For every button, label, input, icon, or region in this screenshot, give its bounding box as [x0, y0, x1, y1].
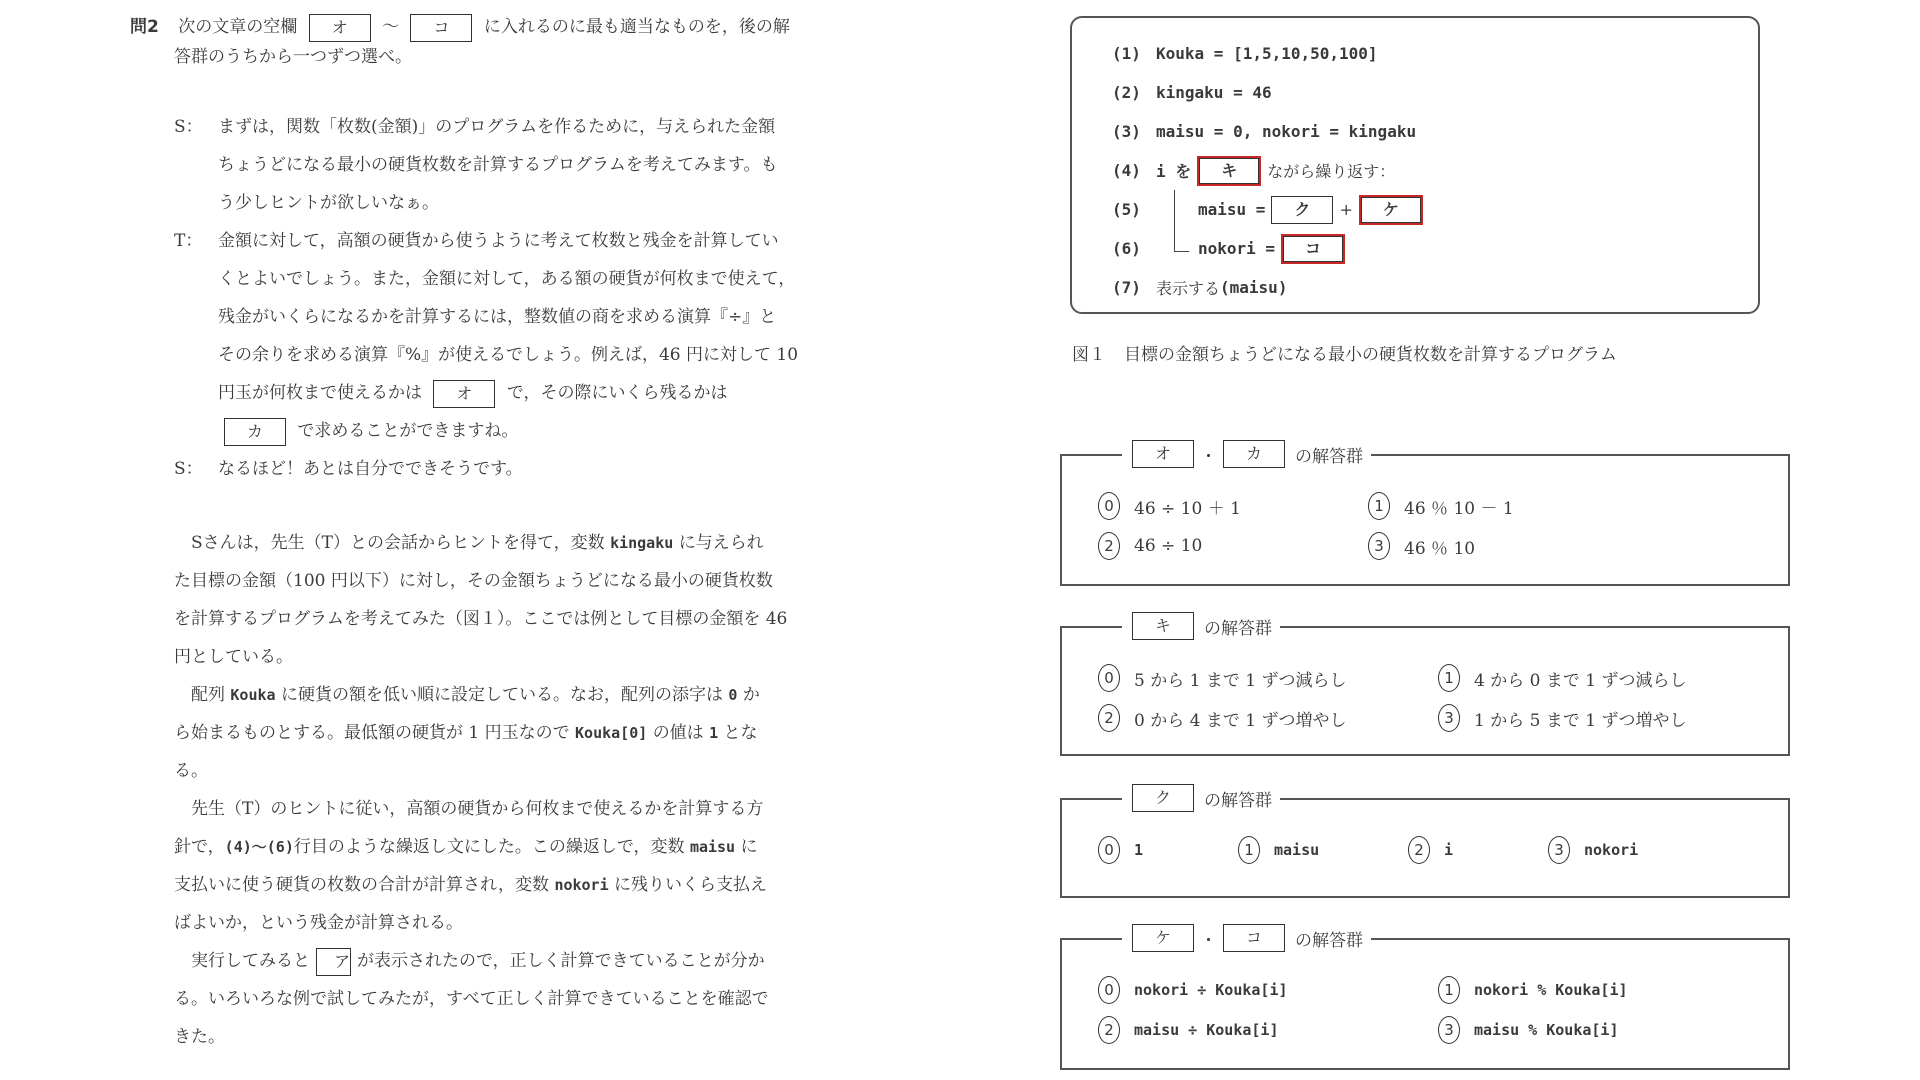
answer-group-legend: キ の解答群 [1122, 608, 1280, 644]
answer-option[interactable]: 1 46 ％ 10 － 1 [1368, 492, 1514, 520]
dialog [130, 108, 870, 488]
blank-ku: ク [1271, 196, 1333, 224]
speaker-label: S： [174, 117, 203, 137]
program-line: (5) maisu = ク + ケ [1112, 190, 1758, 229]
answer-option[interactable]: 1 nokori % Kouka[i] [1438, 976, 1628, 1004]
paragraph-3: 先生（T）のヒントに従い，高額の硬貨から何枚まで使えるかを計算する方 針で，(4)～(6)行目のような繰返し文にした。この繰返しで，変数 maisu に 支払いに使う硬貨の枚数の合計が計算され，変数 nokori に残りいくら支払え ばよいか，という残金が計算される。 [174, 799, 768, 933]
speaker-label: T： [174, 231, 203, 251]
blank-o: オ [309, 14, 371, 42]
var-nokori: nokori [554, 876, 609, 894]
dialog-turn [130, 222, 870, 450]
var-kouka0: Kouka[0] [575, 724, 648, 742]
answer-group-legend: ケ ・ コ の解答群 [1122, 920, 1371, 956]
dialog-line: う少しヒントが欲しいなぁ。 [218, 193, 439, 213]
answer-group-ki [1060, 616, 1790, 756]
paragraph-2: 配列 Kouka に硬貨の額を低い順に設定している。なお，配列の添字は 0 か ら始まるものとする。最低額の硬貨が 1 円玉なので Kouka[0] の値は 1 とな る。 [174, 685, 760, 781]
answer-option[interactable]: 3 nokori [1548, 836, 1638, 864]
answer-option[interactable]: 2 maisu ÷ Kouka[i] [1098, 1016, 1438, 1044]
instruction-text: 答群のうちから一つずつ選べ。 [174, 47, 412, 67]
blank-a: ア [316, 948, 351, 976]
paragraph-1: Sさんは，先生（T）との会話からヒントを得て，変数 kingaku に与えられ た目標の金額（100 円以下）に対し，その金額ちょうどになる最小の硬貨枚数 を計算するプログラムを考えてみた（図１）。ここでは例として目標の金額を 46 円としている。 [174, 533, 788, 667]
figure-caption: 図１ 目標の金額ちょうどになる最小の硬貨枚数を計算するプログラム [1072, 345, 1617, 365]
program-line: (2) kingaku = 46 [1112, 83, 1272, 102]
answer-option[interactable]: 1 4 から 0 まで 1 ずつ減らし [1438, 664, 1686, 692]
program-line: (7) 表示する (maisu) [1112, 278, 1288, 298]
dialog-turn [130, 450, 870, 488]
answer-option[interactable]: 0 nokori ÷ Kouka[i] [1098, 976, 1438, 1004]
blank-ka: カ [224, 418, 286, 446]
blank-o: オ [1132, 440, 1194, 468]
dialog-fragment: で，その際にいくら残るかは [506, 383, 728, 403]
answer-option[interactable]: 3 maisu % Kouka[i] [1438, 1016, 1619, 1044]
answer-option[interactable]: 2 46 ÷ 10 [1098, 532, 1368, 560]
answer-group-legend: オ ・ カ の解答群 [1122, 436, 1371, 472]
dialog-line: まずは，関数「枚数(金額)」のプログラムを作るために，与えられた金額 [218, 117, 776, 137]
blank-ke: ケ [1132, 924, 1194, 952]
blank-ki: キ [1132, 612, 1194, 640]
dialog-line [218, 374, 870, 412]
var-maisu: maisu [689, 838, 736, 856]
answer-option[interactable]: 2 i [1408, 836, 1548, 864]
blank-ka: カ [1223, 440, 1285, 468]
speaker-label: S： [174, 459, 203, 479]
dialog-line: 残金がいくらになるかを計算するには，整数値の商を求める演算『÷』と [218, 307, 777, 327]
question-header [130, 12, 870, 42]
dialog-turn [130, 108, 870, 222]
dialog-line: 金額に対して，高額の硬貨から使うように考えて枚数と残金を計算してい [218, 231, 779, 251]
answer-option[interactable]: 0 5 から 1 まで 1 ずつ減らし [1098, 664, 1438, 692]
answer-option[interactable]: 1 maisu [1238, 836, 1408, 864]
answer-group-ke-ko [1060, 928, 1790, 1070]
dialog-line: その余りを求める演算『%』が使えるでしょう。例えば，46 円に対して 10 [218, 345, 799, 365]
answer-group-o-ka [1060, 444, 1790, 586]
question-text-column [130, 12, 870, 1056]
figure-column [1060, 16, 1840, 1039]
blank-ko: コ [1223, 924, 1285, 952]
dialog-line: くとよいでしょう。また，金額に対して，ある額の硬貨が何枚まで使えて， [218, 269, 796, 289]
answer-option[interactable]: 0 46 ÷ 10 ＋ 1 [1098, 492, 1368, 520]
blank-o: オ [433, 380, 495, 408]
var-kouka: Kouka [230, 686, 276, 704]
dialog-line: なるほど！あとは自分でできそうです。 [218, 459, 523, 479]
answer-group-legend: ク の解答群 [1122, 780, 1280, 816]
paragraph-4: 実行してみると ア が表示されたので，正しく計算できていることが分か る。いろいろな例で試してみたが，すべて正しく計算できていることを確認で きた。 [130, 942, 870, 1056]
var-kingaku: kingaku [610, 534, 674, 552]
blank-ko: コ [410, 14, 472, 42]
loop-bracket [1156, 229, 1198, 268]
answer-option[interactable]: 3 46 ％ 10 [1368, 532, 1475, 560]
loop-bracket [1156, 190, 1198, 229]
question-number: 問2 [130, 17, 159, 37]
blank-ko: コ [1281, 234, 1345, 264]
program-line: (3) maisu = 0, nokori = kingaku [1112, 122, 1417, 141]
dialog-line: ちょうどになる最小の硬貨枚数を計算するプログラムを考えてみます。も [218, 155, 778, 175]
blank-ku: ク [1132, 784, 1194, 812]
dialog-fragment: で求めることができますね。 [297, 421, 519, 441]
answer-option[interactable]: 3 1 から 5 まで 1 ずつ増やし [1438, 704, 1686, 732]
answer-group-ku [1060, 788, 1790, 898]
answer-option[interactable]: 2 0 から 4 まで 1 ずつ増やし [1098, 704, 1438, 732]
dialog-line [218, 412, 870, 450]
instruction-text: 次の文章の空欄 [178, 17, 298, 37]
program-line: (1) Kouka = [1,5,10,50,100] [1112, 44, 1378, 63]
answer-option[interactable]: 0 1 [1098, 836, 1238, 864]
program-line: (4) i を キ ながら繰り返す： [1112, 151, 1758, 190]
blank-ke: ケ [1359, 195, 1423, 225]
dialog-fragment: 円玉が何枚まで使えるかは [218, 383, 422, 403]
instruction-text: に入れるのに最も適当なものを，後の解 [483, 17, 790, 37]
program-listing [1070, 16, 1760, 314]
program-line: (6) nokori = コ [1112, 229, 1758, 268]
blank-ki: キ [1197, 156, 1261, 186]
tilde: ～ [382, 17, 400, 37]
